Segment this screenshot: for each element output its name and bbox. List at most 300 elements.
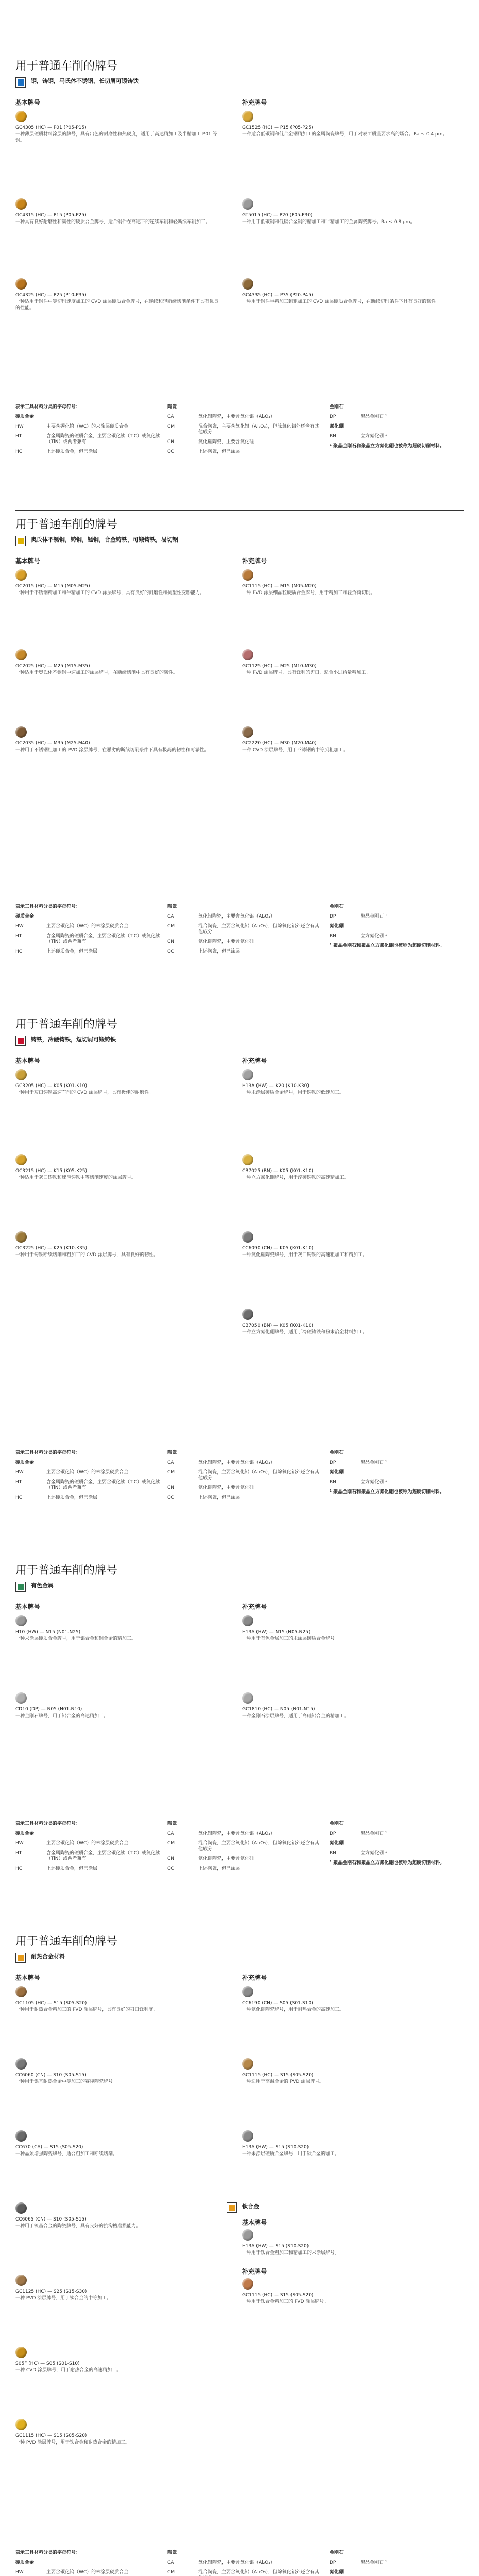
grade-coin-icon <box>242 278 253 290</box>
grade-coin-icon <box>15 198 27 210</box>
grade-coin-icon <box>242 1154 253 1165</box>
grade-coin-icon <box>242 2130 253 2142</box>
legend-row <box>330 924 464 929</box>
grade-code: GC1125 (HC) — M25 (M10-M30) <box>242 664 317 669</box>
grade-entry <box>242 1154 448 1181</box>
grade-description: 一种薄层硬质材料涂层的牌号，具有出色的耐磨性和热硬度，适用于高速精加工及半精加工 P01 等钢。 <box>15 132 217 143</box>
grade-description: 一种氮化硅陶瓷牌号，用于耐热合金的高速加工。 <box>242 2007 345 2012</box>
section-title: 用于普通车削的牌号 <box>15 1935 118 1948</box>
grade-code: CD10 (DP) — N05 (N01-N10) <box>15 1707 82 1712</box>
grade-code: GC4305 (HC) — P01 (P05-P15) <box>15 125 87 130</box>
legend-row <box>15 1831 165 1837</box>
legend-row <box>167 424 322 435</box>
grade-coin-icon <box>242 1231 253 1243</box>
material-legend <box>15 1450 464 1538</box>
grade-coin-icon <box>15 726 27 738</box>
legend-row <box>15 949 165 955</box>
grade-entry <box>242 2058 448 2085</box>
grade-description: 一种晶须增强陶瓷牌号，适合粗加工和断续切削。 <box>15 2151 118 2157</box>
legend-text: 主要含碳化钨（WC）的未涂层硬质合金 <box>46 1841 129 1846</box>
legend-code: HW <box>15 1841 24 1846</box>
grade-entry <box>242 278 448 305</box>
legend-code: HT <box>15 434 22 439</box>
legend-column <box>15 404 165 455</box>
legend-text: 上述硬质合金，但已涂层 <box>46 1866 98 1871</box>
grade-description: 一种适用于钢件中等切削速度加工的 CVD 涂层硬质合金牌号，在连续和轻断续切削条件下具有优良的性能。 <box>15 299 219 311</box>
section-title: 用于普通车削的牌号 <box>15 1018 118 1031</box>
grade-coin-icon <box>15 2130 27 2142</box>
legend-code: DP <box>330 914 336 919</box>
grade-description: 一种 PVD 涂层牌号，用于钛合金的中等加工。 <box>15 2296 112 2301</box>
legend-row <box>15 1851 165 1862</box>
grade-section <box>0 507 479 1007</box>
legend-text: 氧化铝陶瓷，主要含氧化铝（Al₂O₃） <box>198 414 275 419</box>
legend-code: HW <box>15 1470 24 1475</box>
legend-text: 混合陶瓷，主要含氧化铝（Al₂O₃），但除氧化铝外还含有其他成分 <box>198 1841 319 1852</box>
legend-heading: 陶瓷 <box>167 1450 177 1455</box>
section-rule <box>15 510 464 511</box>
grade-entry <box>15 2419 221 2446</box>
legend-text: 上述硬质合金，但已涂层 <box>46 449 98 454</box>
grade-entry <box>15 278 221 311</box>
legend-text: 混合陶瓷，主要含氧化铝（Al₂O₃），但除氧化铝外还含有其他成分 <box>198 924 319 935</box>
grade-code: H13A (HW) — K20 (K10-K30) <box>242 1083 309 1089</box>
legend-code: CN <box>167 439 175 445</box>
legend-row <box>15 1480 165 1491</box>
grade-entry <box>15 1069 221 1096</box>
legend-code: CC <box>167 1495 174 1500</box>
legend-row <box>330 914 464 920</box>
legend-row <box>330 424 464 430</box>
grade-entry <box>15 1986 221 2013</box>
complementary-grades-heading: 补充牌号 <box>242 99 267 106</box>
legend-text: 聚晶金刚石 ¹ <box>361 1460 387 1465</box>
material-group-label: 奥氏体不锈钢，铸钢，锰钢，合金铸铁，可锻铸铁，易切钢 <box>31 536 178 543</box>
grade-code: GC4325 (HC) — P25 (P10-P35) <box>15 293 87 298</box>
grade-coin-icon <box>242 1309 253 1320</box>
grade-coin-icon <box>15 2202 27 2214</box>
grade-coin-icon <box>242 1615 253 1626</box>
legend-text: 混合陶瓷，主要含氧化铝（Al₂O₃），但除氧化铝外还含有其 <box>198 2570 319 2575</box>
grade-coin-icon <box>242 2058 253 2070</box>
grade-code: GC2035 (HC) — M35 (M25-M40) <box>15 741 90 746</box>
grade-description: 一种适用于高温合金的 PVD 涂层牌号。 <box>242 2079 324 2084</box>
grade-coin-icon <box>242 198 253 210</box>
legend-code: CA <box>167 1460 174 1465</box>
grade-coin-icon <box>15 2058 27 2070</box>
grade-entry <box>242 198 448 225</box>
legend-code: BN <box>330 934 336 939</box>
grade-description: 一种用于铸铁断续切削和粗加工的 CVD 涂层牌号，具有良好的韧性。 <box>15 1252 159 1258</box>
legend-subheading: ¹ 聚晶金刚石和聚晶立方氮化硼也被称为超硬切削材料。 <box>330 943 445 948</box>
complementary-grades-heading: 补充牌号 <box>242 557 267 565</box>
grade-coin-icon <box>242 1069 253 1080</box>
grade-description: 一种 PVD 涂层牌号，用于钛合金和耐热合金的精加工。 <box>15 2440 130 2445</box>
legend-code: CN <box>167 1485 175 1490</box>
legend-row <box>330 1489 464 1495</box>
grade-code: GC2220 (HC) — M30 (M20-M40) <box>242 741 317 746</box>
legend-code: CA <box>167 414 174 419</box>
legend-row <box>167 924 322 935</box>
grade-description: 一种未涂层硬质合金牌号，用于钛合金的加工。 <box>242 2151 340 2157</box>
legend-code: BN <box>330 1480 336 1485</box>
grade-description: 一种用于不锈钢粗加工的 PVD 涂层牌号，在恶劣的断续切削条件下具有极高的韧性和可靠性。 <box>15 748 209 753</box>
grade-coin-icon <box>242 2229 253 2241</box>
grade-description: 一种未涂层硬质合金牌号，用于铝合金和铜合金的精加工。 <box>15 1636 136 1641</box>
legend-code: CM <box>167 924 175 929</box>
legend-text: 氧化铝陶瓷，主要含氧化铝（Al₂O₃） <box>198 1831 275 1836</box>
legend-text: 上述陶瓷，但已涂层 <box>198 1866 241 1871</box>
legend-subheading: 氮化硼 <box>330 1841 344 1846</box>
legend-row <box>167 949 322 955</box>
legend-text: 氮化硅陶瓷，主要含氮化硅 <box>198 439 254 445</box>
grade-coin-icon <box>15 111 27 122</box>
basic-grades-heading: 基本牌号 <box>15 557 41 565</box>
legend-subheading: 硬质合金 <box>15 1460 35 1465</box>
grade-code: CC670 (CA) — S15 (S05-S20) <box>15 2145 83 2150</box>
material-legend <box>15 404 464 492</box>
legend-subheading: 氮化硼 <box>330 2570 344 2575</box>
legend-row <box>15 1460 165 1466</box>
grade-coin-icon <box>15 1692 27 1704</box>
legend-text: 立方氮化硼 ¹ <box>361 1480 387 1485</box>
grade-entry <box>15 111 221 144</box>
legend-row <box>15 924 165 929</box>
material-subheader <box>15 1953 464 1963</box>
legend-row <box>330 1860 464 1866</box>
grade-description: 一种 CVD 涂层牌号，用于耐热合金的高速精加工。 <box>15 2368 122 2373</box>
grade-code: GC1810 (HC) — N05 (N01-N15) <box>242 1707 315 1712</box>
material-subheader <box>15 536 464 546</box>
grade-entry <box>242 2130 448 2157</box>
legend-column <box>330 904 464 949</box>
grade-entry <box>242 1069 448 1096</box>
grade-code: GC1115 (HC) — S15 (S05-S20) <box>242 2293 314 2298</box>
legend-row <box>330 444 464 449</box>
legend-heading: 金刚石 <box>330 2550 344 2555</box>
legend-text: 立方氮化硼 ¹ <box>361 934 387 939</box>
material-group-icon <box>15 1036 26 1046</box>
legend-text: 主要含碳化钨（WC）的未涂层硬质合金 <box>46 2570 129 2575</box>
legend-code: DP <box>330 1460 336 1465</box>
legend-column <box>15 1821 165 1872</box>
grade-entry <box>242 111 448 138</box>
grade-entry <box>15 649 221 676</box>
legend-row <box>167 414 322 420</box>
legend-column <box>15 1450 165 1501</box>
legend-text: 主要含碳化钨（WC）的未涂层硬质合金 <box>46 924 129 929</box>
grade-entry <box>15 1615 221 1642</box>
legend-subheading: ¹ 聚晶金刚石和聚晶立方氮化硼也被称为超硬切削材料。 <box>330 444 445 449</box>
grade-coin-icon <box>15 1069 27 1080</box>
grade-code: GC3225 (HC) — K25 (K10-K35) <box>15 1246 88 1251</box>
grade-coin-icon <box>15 1154 27 1165</box>
legend-row <box>15 2570 165 2575</box>
legend-code: CA <box>167 1831 174 1836</box>
grade-coin-icon <box>242 649 253 660</box>
legend-subheading: ¹ 聚晶金刚石和聚晶立方氮化硼也被称为超硬切削材料。 <box>330 1489 445 1495</box>
legend-column <box>15 2550 165 2576</box>
extra-subheader <box>227 2202 259 2213</box>
grade-entry <box>242 2229 448 2256</box>
legend-subheading: 硬质合金 <box>15 1831 35 1836</box>
grade-entry <box>242 1986 448 2013</box>
legend-code: HC <box>15 449 23 454</box>
grade-coin-icon <box>15 569 27 581</box>
legend-row <box>15 1866 165 1872</box>
legend-heading: 金刚石 <box>330 904 344 909</box>
grade-description: 一种 PVD 涂层细晶粒硬质合金牌号，用于精加工和轻负荷切削。 <box>242 590 375 596</box>
legend-column <box>330 2550 464 2576</box>
legend-text: 氧化铝陶瓷，主要含氧化铝（Al₂O₃） <box>198 2560 275 2565</box>
legend-heading: 陶瓷 <box>167 404 177 410</box>
grade-code: H10 (HW) — N15 (N01-N25) <box>15 1630 81 1635</box>
legend-text: 含金属陶瓷的硬质合金，主要含碳化钛（TiC）或氮化钛（TiN）或两者兼有 <box>46 434 161 445</box>
grade-section <box>0 1553 479 1924</box>
legend-text: 氮化硅陶瓷，主要含氮化硅 <box>198 1856 254 1861</box>
legend-text: 氮化硅陶瓷，主要含氮化硅 <box>198 1485 254 1490</box>
legend-subheading: 氮化硼 <box>330 924 344 929</box>
material-group-icon <box>15 536 26 546</box>
grade-description: 一种立方氮化硼牌号，适用于冷硬铸铁和粉末冶金材料加工。 <box>242 1330 368 1335</box>
legend-column <box>167 1450 322 1501</box>
material-legend <box>15 1821 464 1909</box>
legend-row <box>167 939 322 945</box>
legend-code: HW <box>15 424 24 429</box>
grade-description: 一种用于镍基耐热合金中等加工的赛隆陶瓷牌号。 <box>15 2079 118 2084</box>
legend-code: CC <box>167 1866 174 1871</box>
legend-heading: 表示工具材料分类的字母符号： <box>15 904 81 909</box>
material-group-icon <box>15 77 26 88</box>
legend-row <box>167 1470 322 1481</box>
titanium-group-label: 钛合金 <box>242 2203 259 2210</box>
legend-column <box>330 1450 464 1495</box>
grade-code: GC1115 (HC) — S15 (S05-S20) <box>15 2433 87 2438</box>
legend-column <box>167 904 322 955</box>
legend-code: BN <box>330 434 336 439</box>
legend-row <box>15 1495 165 1501</box>
legend-row <box>15 934 165 945</box>
legend-code: CN <box>167 1856 175 1861</box>
basic-grades-heading: 基本牌号 <box>15 99 41 106</box>
grade-description: 一种用于钢件半精加工到粗加工的 CVD 涂层硬质合金牌号，在断续切削条件下具有良好的韧性。 <box>242 299 441 304</box>
grade-entry <box>242 1615 448 1642</box>
grade-entry <box>242 649 448 676</box>
grade-code: H13A (HW) — N15 (N05-N25) <box>242 1630 311 1635</box>
legend-row <box>167 1831 322 1837</box>
legend-row <box>167 1460 322 1466</box>
complementary-grades-heading: 补充牌号 <box>242 1057 267 1064</box>
legend-heading: 陶瓷 <box>167 2550 177 2555</box>
legend-row <box>15 1841 165 1846</box>
grade-coin-icon <box>242 726 253 738</box>
grade-code: CC6190 (CN) — S05 (S01-S10) <box>242 2001 313 2006</box>
grade-entry <box>242 1309 448 1335</box>
legend-code: HW <box>15 924 24 929</box>
grade-description: 一种具有良好耐磨性和韧性的硬质合金牌号，适合钢件在高速下的连续车削和轻断续车削加工。 <box>15 219 211 225</box>
legend-subheading: 硬质合金 <box>15 2560 35 2565</box>
grade-code: H13A (HW) — S15 (S10-S20) <box>242 2244 309 2249</box>
legend-text: 上述硬质合金，但已涂层 <box>46 949 98 954</box>
material-group-icon <box>15 1953 26 1963</box>
legend-row <box>330 1841 464 1846</box>
grade-description: 一种用于有色金属加工的未涂层硬质合金牌号。 <box>242 1636 340 1641</box>
legend-row <box>167 1856 322 1862</box>
legend-subheading: 氮化硼 <box>330 424 344 429</box>
legend-heading: 金刚石 <box>330 1821 344 1826</box>
legend-row <box>15 2560 165 2566</box>
grade-entry <box>242 1231 448 1258</box>
legend-code: HT <box>15 934 22 939</box>
grade-code: GC1125 (HC) — S25 (S15-S30) <box>15 2289 87 2294</box>
legend-text: 混合陶瓷，主要含氧化铝（Al₂O₃），但除氧化铝外还含有其他成分 <box>198 1470 319 1481</box>
grade-coin-icon <box>242 1986 253 1997</box>
grade-entry <box>15 2130 221 2157</box>
grade-code: S05F (HC) — S05 (S01-S10) <box>15 2361 80 2366</box>
legend-text: 聚晶金刚石 ¹ <box>361 1831 387 1836</box>
grade-entry <box>242 726 448 753</box>
material-group-label: 有色金属 <box>31 1582 54 1589</box>
grade-coin-icon <box>15 2419 27 2430</box>
grade-code: GC1105 (HC) — S15 (S05-S20) <box>15 2001 87 2006</box>
legend-row <box>167 439 322 445</box>
grade-description: 一种 PVD 涂层牌号，具有锋利的刃口，适合小进给量精加工。 <box>242 670 371 675</box>
grade-description: 一种用于钛合金粗加工和精加工的未涂层牌号。 <box>242 2250 340 2256</box>
grade-section <box>0 0 479 507</box>
legend-row <box>167 1485 322 1491</box>
titanium-comp-heading: 补充牌号 <box>242 2268 267 2275</box>
grade-entry <box>15 726 221 753</box>
legend-text: 上述硬质合金，但已涂层 <box>46 1495 98 1500</box>
grade-coin-icon <box>15 649 27 660</box>
legend-heading: 陶瓷 <box>167 1821 177 1826</box>
grade-code: GC3205 (HC) — K05 (K01-K10) <box>15 1083 88 1089</box>
grade-description: 一种用于镍基合金的陶瓷牌号，具有良好的抗沟槽磨损能力。 <box>15 2224 141 2229</box>
grade-entry <box>15 1692 221 1719</box>
legend-column <box>330 1821 464 1866</box>
grade-code: GC1525 (HC) — P15 (P05-P25) <box>242 125 313 130</box>
grade-description: 一种适用于灰口铸铁和球墨铸铁中等切削速度的涂层牌号。 <box>15 1175 136 1180</box>
legend-code: HC <box>15 949 23 954</box>
grade-entry <box>15 2347 221 2374</box>
grade-description: 一种未涂层硬质合金牌号，用于铸铁的低速加工。 <box>242 1090 345 1095</box>
grade-description: 一种用于耐热合金精加工的 PVD 涂层牌号，具有良好的刃口锋利度。 <box>15 2007 158 2012</box>
legend-code: CN <box>167 939 175 944</box>
legend-code: HC <box>15 1866 23 1871</box>
legend-row <box>330 1851 464 1856</box>
grade-coin-icon <box>15 1231 27 1243</box>
legend-row <box>167 449 322 455</box>
grade-code: GC1115 (HC) — S15 (S05-S20) <box>242 2073 314 2078</box>
section-title: 用于普通车削的牌号 <box>15 1564 118 1577</box>
grade-entry <box>242 2278 448 2305</box>
legend-text: 含金属陶瓷的硬质合金，主要含碳化钛（TiC）或氮化钛（TiN）或两者兼有 <box>46 1851 161 1861</box>
legend-row <box>330 2570 464 2575</box>
grade-code: GC2025 (HC) — M25 (M15-M35) <box>15 664 90 669</box>
legend-text: 主要含碳化钨（WC）的未涂层硬质合金 <box>46 1470 129 1475</box>
legend-text: 氧化铝陶瓷，主要含氧化铝（Al₂O₃） <box>198 1460 275 1465</box>
material-subheader <box>15 77 464 88</box>
grade-code: CC6065 (CN) — S10 (S05-S15) <box>15 2217 87 2222</box>
legend-heading: 表示工具材料分类的字母符号： <box>15 2550 81 2555</box>
legend-row <box>15 1470 165 1476</box>
legend-row <box>330 2560 464 2566</box>
legend-column <box>167 1821 322 1872</box>
legend-code: CC <box>167 449 174 454</box>
grade-code: CB7025 (BN) — K05 (K01-K10) <box>242 1168 314 1174</box>
material-group-label: 耐热合金材料 <box>31 1953 65 1960</box>
grade-entry <box>15 1231 221 1258</box>
legend-heading: 表示工具材料分类的字母符号： <box>15 1450 81 1455</box>
grade-coin-icon <box>242 1692 253 1704</box>
grade-entry <box>15 1154 221 1181</box>
titanium-basic-heading: 基本牌号 <box>242 2219 267 2226</box>
legend-subheading: ¹ 聚晶金刚石和聚晶立方氮化硼也被称为超硬切削材料。 <box>330 1860 445 1866</box>
legend-row <box>15 914 165 920</box>
legend-row <box>167 2570 322 2576</box>
grade-description: 一种金刚石牌号，用于铝合金的高速精加工。 <box>15 1714 109 1719</box>
grade-section <box>0 1007 479 1553</box>
legend-row <box>330 1460 464 1466</box>
legend-code: HW <box>15 2570 24 2575</box>
grade-entry <box>15 2275 221 2301</box>
grade-description: 一种立方氮化硼牌号，用于淬硬铸铁的高速精加工。 <box>242 1175 349 1180</box>
legend-row <box>167 914 322 920</box>
grade-description: 一种用于灰口铸铁高速车削的 CVD 涂层牌号，具有极佳的耐磨性。 <box>15 1090 154 1095</box>
legend-code: HT <box>15 1851 22 1856</box>
grade-code: GC3215 (HC) — K15 (K05-K25) <box>15 1168 88 1174</box>
grade-description: 一种氮化硅陶瓷牌号，用于灰口铸铁的高速粗加工和精加工。 <box>242 1252 368 1258</box>
legend-row <box>15 434 165 445</box>
grade-description: 一种适用于奥氏体不锈钢中速加工的涂层牌号，在断续切削中具有良好的韧性。 <box>15 670 178 675</box>
legend-row <box>167 1495 322 1501</box>
legend-row <box>330 1480 464 1485</box>
grade-code: H13A (HW) — S15 (S10-S20) <box>242 2145 309 2150</box>
grade-entry <box>15 2202 221 2229</box>
grade-code: CC6090 (CN) — K05 (K01-K10) <box>242 1246 314 1251</box>
grade-description: 一种用于低碳钢和低碳合金钢的精加工和半精加工的金属陶瓷牌号。Ra ≤ 0.8 µm。 <box>242 219 415 225</box>
section-title: 用于普通车削的牌号 <box>15 60 118 73</box>
basic-grades-heading: 基本牌号 <box>15 1974 41 1981</box>
titanium-group-icon <box>227 2202 237 2213</box>
material-group-label: 钢，铸钢，马氏体不锈钢，长切屑可锻铸铁 <box>31 78 139 84</box>
complementary-grades-heading: 补充牌号 <box>242 1603 267 1611</box>
grade-code: CC6060 (CN) — S10 (S05-S15) <box>15 2073 87 2078</box>
legend-text: 立方氮化硼 ¹ <box>361 434 387 439</box>
grade-code: CB7050 (BN) — K05 (K01-K10) <box>242 1323 314 1328</box>
legend-code: CA <box>167 2560 174 2565</box>
legend-heading: 金刚石 <box>330 1450 344 1455</box>
legend-row <box>330 434 464 439</box>
legend-text: 氧化铝陶瓷，主要含氧化铝（Al₂O₃） <box>198 914 275 919</box>
legend-row <box>330 943 464 949</box>
legend-code: CA <box>167 914 174 919</box>
legend-subheading: 氮化硼 <box>330 1470 344 1475</box>
legend-subheading: 硬质合金 <box>15 914 35 919</box>
legend-row <box>167 1841 322 1852</box>
grade-description: 一种 CVD 涂层牌号，用于不锈钢的中等到粗加工。 <box>242 748 348 753</box>
legend-text: 上述陶瓷，但已涂层 <box>198 449 241 454</box>
grade-description: 一种用于钛合金精加工的 PVD 涂层牌号。 <box>242 2299 329 2304</box>
material-group-label: 铸铁，冷硬铸铁，短切屑可锻铸铁 <box>31 1036 116 1043</box>
grade-coin-icon <box>15 1986 27 1997</box>
material-legend <box>15 904 464 992</box>
legend-column <box>167 404 322 455</box>
material-subheader <box>15 1582 464 1592</box>
grade-description: 一种适合低碳钢和低合金钢精加工的金属陶瓷牌号，用于对表面质量要求高的场合。Ra ≤ 0.4 µm。 <box>242 132 448 137</box>
legend-heading: 金刚石 <box>330 404 344 410</box>
legend-column <box>167 2550 322 2576</box>
